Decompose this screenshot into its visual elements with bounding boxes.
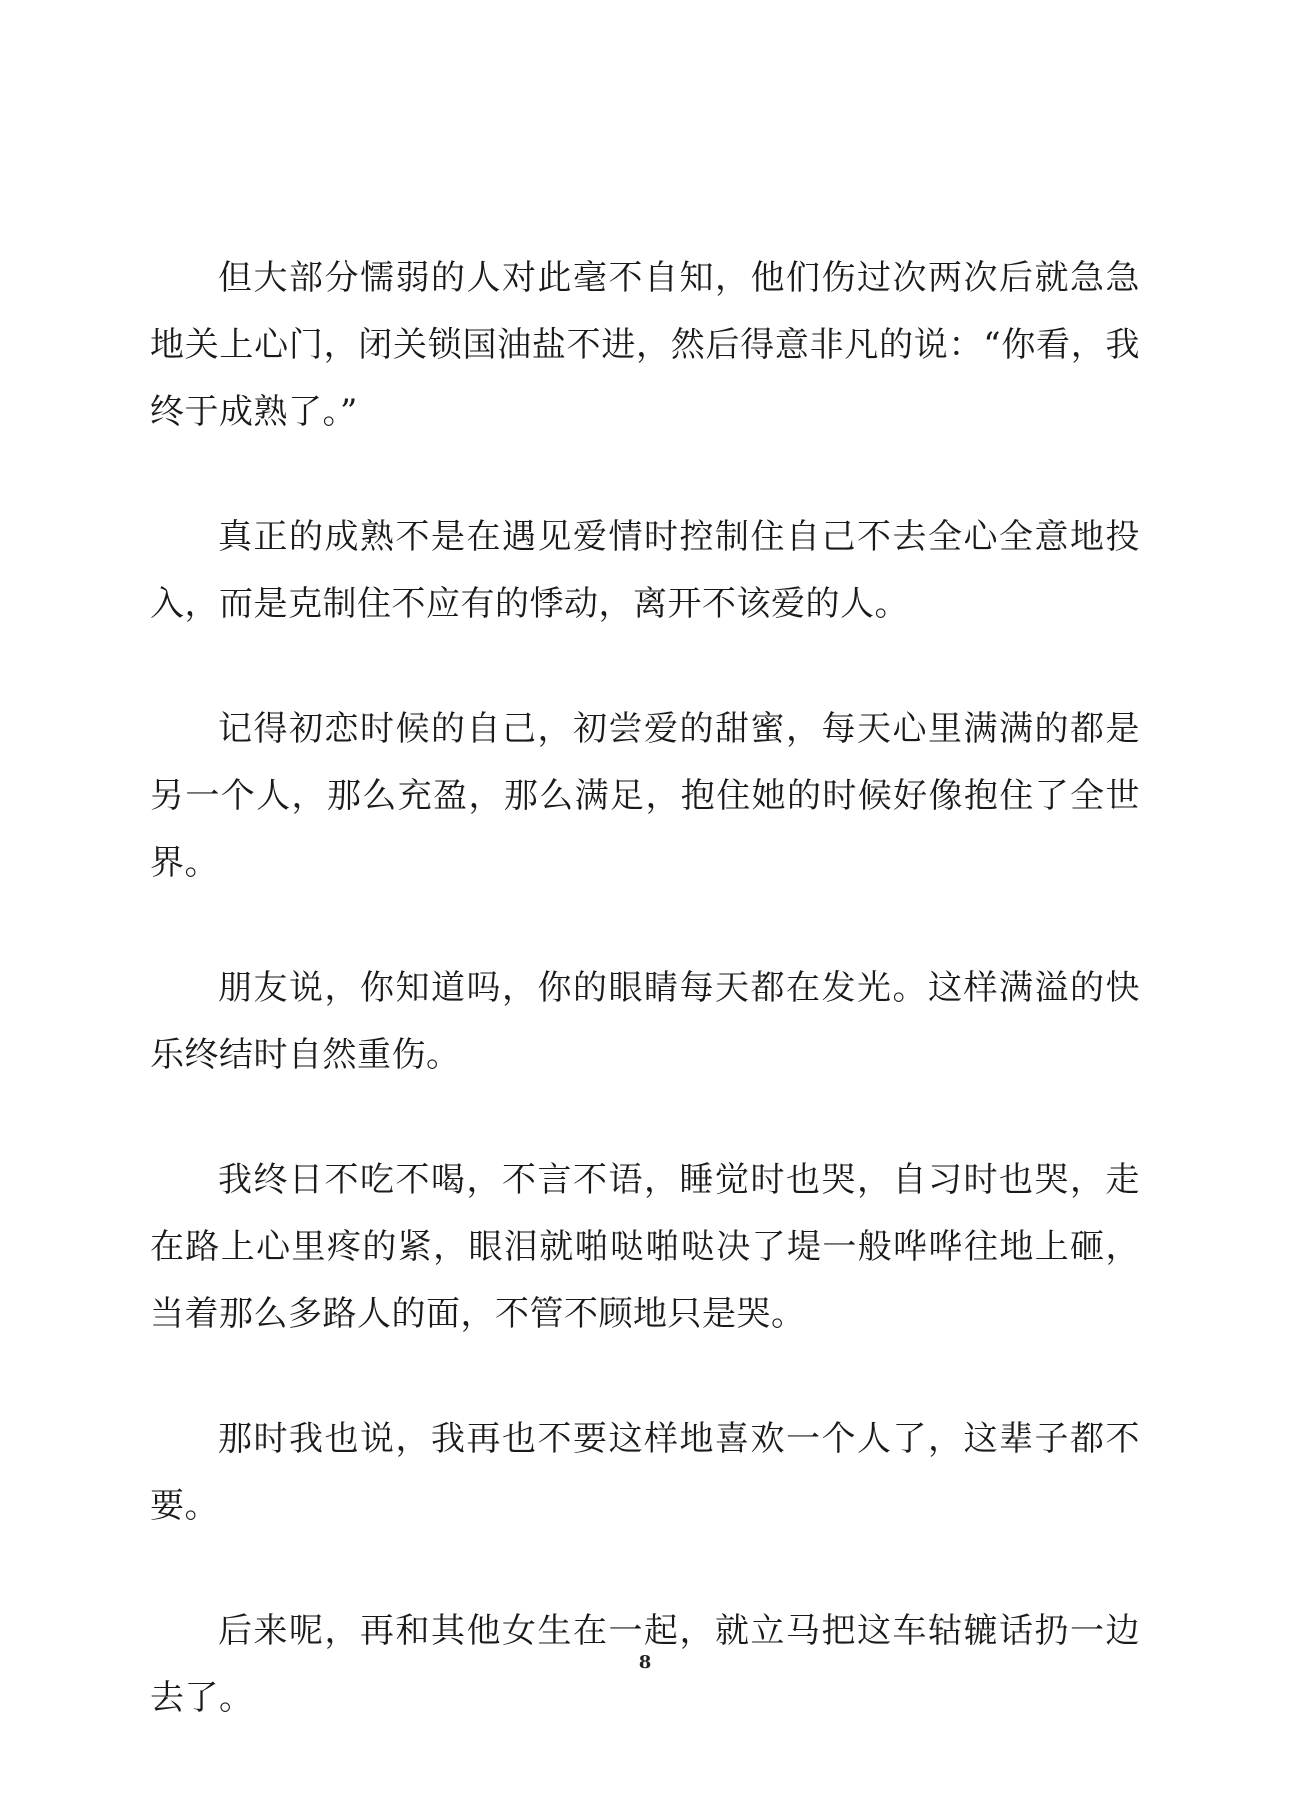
paragraph-6: 那时我也说，我再也不要这样地喜欢一个人了，这辈子都不要。 xyxy=(150,1419,1140,1526)
paragraph-7: 后来呢，再和其他女生在一起，就立马把这车轱辘话扔一边去了。 xyxy=(150,1611,1140,1718)
page-number: 8 xyxy=(638,1652,652,1673)
paragraph-1: 但大部分懦弱的人对此毫不自知，他们伤过次两次后就急急地关上心门，闭关锁国油盐不进，然后得意非凡的说：“你看，我终于成熟了。” xyxy=(150,258,1140,432)
paragraph-5: 我终日不吃不喝，不言不语，睡觉时也哭，自习时也哭，走在路上心里疼的紧，眼泪就啪哒啪哒决了堤一般哗哗往地上砸，当着那么多路人的面，不管不顾地只是哭。 xyxy=(150,1160,1140,1334)
paragraph-2: 真正的成熟不是在遇见爱情时控制住自己不去全心全意地投入，而是克制住不应有的悸动，离开不该爱的人。 xyxy=(150,517,1140,624)
paragraph-4: 朋友说，你知道吗，你的眼睛每天都在发光。这样满溢的快乐终结时自然重伤。 xyxy=(150,968,1140,1075)
body-text xyxy=(150,245,1140,1790)
paragraph-3: 记得初恋时候的自己，初尝爱的甜蜜，每天心里满满的都是另一个人，那么充盈，那么满足，抱住她的时候好像抱住了全世界。 xyxy=(150,709,1140,883)
